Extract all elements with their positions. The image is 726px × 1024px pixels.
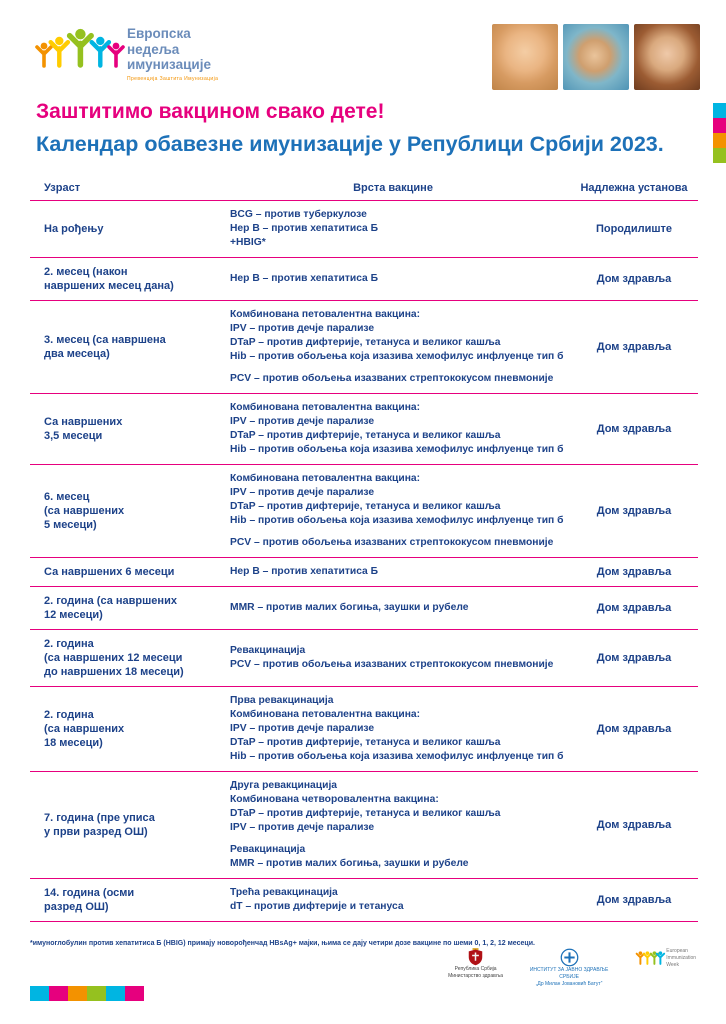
eiw-figures-icon [635, 951, 662, 965]
child-photo-3 [634, 24, 700, 90]
color-block [713, 118, 726, 133]
vaccine-line: BCG – против туберкулозе [230, 209, 367, 221]
eiw-logo-figures-icon [34, 24, 119, 68]
vaccine-line: IPV – против дечје парализе [230, 416, 375, 428]
eiw-caption [666, 948, 696, 968]
column-header-age: Узраст [44, 182, 81, 194]
institute-batut-logo [523, 948, 615, 987]
vaccine-line: Hep B – против хепатитиса Б [230, 273, 379, 285]
line-spacer [230, 364, 564, 372]
vaccine-line: Комбинована петовалентна вакцина: [230, 709, 421, 721]
child-photo-2 [563, 24, 629, 90]
table-row [30, 587, 698, 630]
age-cell [30, 886, 216, 914]
vaccine-line: Hep B – против хепатитиса Б [230, 223, 379, 235]
institution-cell: Породилиште [595, 223, 673, 236]
age-line: навршених месец дана) [44, 280, 174, 293]
vaccine-line: Трећа ревакцинација [230, 887, 338, 899]
vaccine-cell [216, 601, 570, 615]
line-spacer [230, 528, 564, 536]
vaccine-line: MMR – против малих богиња, заушки и рубеле [230, 602, 469, 614]
vaccine-line: Hep B – против хепатитиса Б [230, 566, 379, 578]
vaccine-line: DTaP – против дифтерије, тетануса и великог кашља [230, 337, 501, 349]
vaccine-cell [216, 694, 570, 764]
age-line: два месеца) [44, 348, 110, 361]
age-line: 12 месеци) [44, 609, 103, 622]
table-body [30, 201, 698, 922]
vaccine-line: Комбинована четворовалентна вакцина: [230, 794, 439, 806]
vaccine-cell [216, 886, 570, 914]
logo-title-line: имунизације [126, 57, 211, 73]
vaccine-line: DTaP – против дифтерије, тетануса и великог кашља [230, 430, 501, 442]
vaccine-cell [216, 272, 570, 286]
institution-cell: Дом здравља [596, 894, 672, 907]
age-line: 3. месец (са навршена [44, 334, 166, 347]
institution-cell: Дом здравља [596, 505, 672, 518]
color-block [68, 986, 87, 1001]
institution-cell: Дом здравља [596, 566, 672, 579]
vaccine-line: IPV – против дечје парализе [230, 723, 375, 735]
vaccine-line: PCV – против обољења изазваних стрептококусом пневмоније [230, 659, 554, 671]
institution-cell: Дом здравља [596, 341, 672, 354]
immunization-table [30, 180, 698, 922]
vaccine-line: IPV – против дечје парализе [230, 323, 375, 335]
coat-of-arms-icon [468, 948, 483, 966]
color-block [49, 986, 68, 1001]
age-line: у први разред ОШ) [44, 826, 148, 839]
age-line: 18 месеци) [44, 737, 103, 750]
vaccine-line: Ревакцинација [230, 844, 306, 856]
photo-strip [492, 24, 700, 90]
vaccine-line: DTaP – против дифтерије, тетануса и великог кашља [230, 808, 501, 820]
age-cell [30, 490, 216, 532]
age-line: 5 месеци) [44, 519, 97, 532]
ministry-of-health-logo [448, 948, 503, 980]
age-line: 2. година [44, 709, 94, 722]
vaccine-line: dT – против дифтерије и тетануса [230, 901, 404, 913]
child-photo-1 [492, 24, 558, 90]
age-cell [30, 565, 216, 579]
age-line: (са навршених [44, 505, 125, 518]
color-block [713, 148, 726, 163]
vaccine-line: +HBIG* [230, 237, 266, 249]
color-block [713, 133, 726, 148]
logo-tagline: Превенција Заштита Имунизација [126, 75, 219, 82]
age-cell [30, 708, 216, 750]
age-line: разред ОШ) [44, 901, 109, 914]
vaccine-cell [216, 565, 570, 579]
vaccine-cell [216, 308, 570, 386]
age-line: 2. месец (након [44, 266, 128, 279]
color-block [713, 103, 726, 118]
age-line: 7. година (пре уписа [44, 812, 155, 825]
age-cell [30, 265, 216, 293]
table-row [30, 630, 698, 687]
institution-cell: Дом здравља [596, 423, 672, 436]
vaccine-cell [216, 779, 570, 871]
vaccine-line: Hib – против обољења која изазива хемофилус инфлуенце тип б [230, 515, 564, 527]
vaccine-line: Прва ревакцинација [230, 695, 334, 707]
table-row [30, 879, 698, 922]
eiw-caption-line: Week [666, 961, 679, 968]
column-header-institution: Надлежна установа [580, 182, 688, 194]
table-row [30, 558, 698, 587]
vaccine-line: Друга ревакцинација [230, 780, 338, 792]
vaccine-line: Комбинована петовалентна вакцина: [230, 309, 421, 321]
person-figure-icon [106, 42, 126, 68]
vaccine-cell [216, 401, 570, 457]
poster-header [34, 24, 700, 90]
vaccine-line: DTaP – против дифтерије, тетануса и великог кашља [230, 501, 501, 513]
table-row [30, 201, 698, 258]
vaccine-cell [216, 208, 570, 250]
footnote: *имуноглобулин против хепатитиса Б (HBIG) примају новорођенчад HBsAg+ мајки, њима се дају четири дозе вакцине по шеми 0, 1, 2, 12 месеци. [30, 940, 535, 947]
corner-color-stripe-top-right [713, 103, 726, 163]
logo-title-line: недеља [126, 41, 180, 57]
table-row [30, 772, 698, 879]
age-line: На рођењу [44, 223, 104, 236]
table-row [30, 394, 698, 465]
institution-cell: Дом здравља [596, 273, 672, 286]
eiw-logo-text [127, 24, 218, 82]
color-block [87, 986, 106, 1001]
institute-caption-line: ИНСТИТУТ ЗА ЈАВНО ЗДРАВЉЕ СРБИЈЕ [529, 967, 609, 980]
institute-caption-line: „Др Милан Јовановић Батут“ [535, 980, 603, 987]
page-title: Заштитимо вакцином свако дете! [36, 100, 385, 123]
vaccine-line: MMR – против малих богиња, заушки и рубеле [230, 858, 469, 870]
eiw-caption-line: European [666, 948, 688, 954]
vaccine-line: PCV – против обољења изазваних стрептококусом пневмоније [230, 537, 554, 549]
institution-cell: Дом здравља [596, 819, 672, 832]
eiw-logo [34, 24, 218, 82]
age-cell [30, 333, 216, 361]
corner-color-stripe-bottom-left [30, 986, 144, 1001]
table-row [30, 258, 698, 301]
color-block [30, 986, 49, 1001]
page-subtitle: Календар обавезне имунизације у Републици Србији 2023. [36, 132, 664, 156]
line-spacer [230, 835, 564, 843]
age-line: 6. месец [44, 491, 90, 504]
age-line: Са навршених 6 месеци [44, 566, 175, 579]
age-line: Са навршених [44, 416, 123, 429]
age-line: 3,5 месеци [44, 430, 103, 443]
vaccine-line: IPV – против дечје парализе [230, 822, 375, 834]
person-figure-icon [655, 951, 666, 965]
institution-cell: Дом здравља [596, 652, 672, 665]
vaccine-line: PCV – против обољења изазваних стрептококусом пневмоније [230, 373, 554, 385]
age-line: (са навршених [44, 723, 125, 736]
eiw-footer-logo [635, 948, 696, 968]
institution-cell: Дом здравља [596, 602, 672, 615]
age-line: (са навршених 12 месеци [44, 652, 183, 665]
institution-cell: Дом здравља [596, 723, 672, 736]
age-cell [30, 594, 216, 622]
ministry-caption-line: Министарство здравља [448, 972, 504, 979]
color-block [125, 986, 144, 1001]
footer-logos [448, 948, 696, 987]
table-row [30, 465, 698, 558]
vaccine-line: Комбинована петовалентна вакцина: [230, 473, 421, 485]
table-header [30, 180, 698, 201]
table-row [30, 301, 698, 394]
eiw-caption-line: Immunization [666, 954, 696, 961]
age-cell [30, 637, 216, 679]
vaccine-line: Hib – против обољења која изазива хемофилус инфлуенце тип б [230, 351, 564, 363]
vaccine-line: Комбинована петовалентна вакцина: [230, 402, 421, 414]
ministry-caption-line: Република Србија [454, 966, 497, 972]
institute-emblem-icon [560, 948, 579, 967]
age-line: 2. година (са навршених [44, 595, 177, 608]
vaccine-line: IPV – против дечје парализе [230, 487, 375, 499]
logo-title-line: Европска [126, 26, 191, 41]
table-row [30, 687, 698, 772]
age-line: 2. година [44, 638, 94, 651]
color-block [106, 986, 125, 1001]
vaccine-line: DTaP – против дифтерије, тетануса и великог кашља [230, 737, 501, 749]
age-line: до навршених 18 месеци) [44, 666, 184, 679]
vaccine-line: Hib – против обољења која изазива хемофилус инфлуенце тип б [230, 751, 564, 763]
vaccine-cell [216, 644, 570, 672]
vaccine-line: Ревакцинација [230, 645, 306, 657]
age-cell [30, 222, 216, 236]
age-cell [30, 415, 216, 443]
age-cell [30, 811, 216, 839]
vaccine-cell [216, 472, 570, 550]
column-header-vaccine: Врста вакцине [353, 182, 433, 194]
age-line: 14. година (осми [44, 887, 135, 900]
vaccine-line: Hib – против обољења која изазива хемофилус инфлуенце тип б [230, 444, 564, 456]
